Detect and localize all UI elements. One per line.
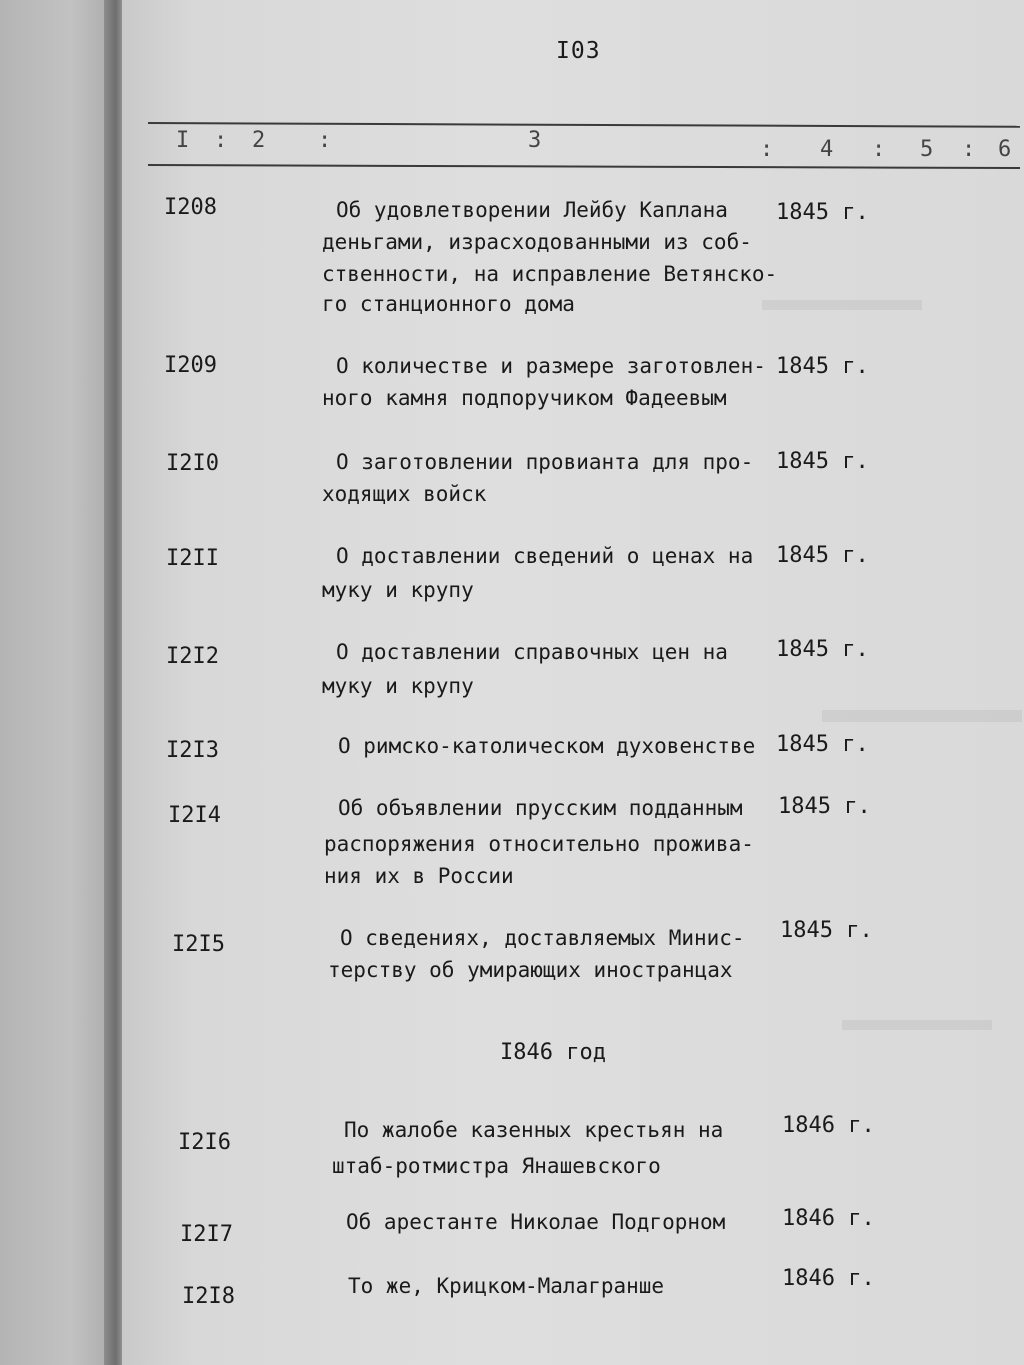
entry-title-line: Об удовлетворении Лейбу Каплана bbox=[336, 198, 728, 222]
column-header-4: 4 bbox=[820, 137, 834, 162]
entry-title-line: муку и крупу bbox=[322, 674, 474, 698]
entry-number: I208 bbox=[164, 195, 217, 220]
column-separator: : bbox=[962, 137, 976, 162]
entry-number: I2I4 bbox=[168, 803, 221, 828]
column-separator: : bbox=[214, 128, 228, 153]
entry-title-line: ственности, на исправление Ветянско- bbox=[322, 262, 778, 286]
entry-year: 1846 г. bbox=[782, 1266, 875, 1291]
entry-title-line: О доставлении справочных цен на bbox=[336, 640, 728, 664]
entry-title-line: То же, Крицком-Малагранше bbox=[348, 1274, 665, 1298]
column-separator: : bbox=[318, 128, 332, 153]
entry-title-line: О сведениях, доставляемых Минис- bbox=[340, 926, 745, 950]
entry-number: I209 bbox=[164, 353, 217, 378]
entry-number: I2II bbox=[166, 546, 219, 571]
entry-title-line: распоряжения относительно прожива- bbox=[324, 832, 754, 856]
entry-year: 1845 г. bbox=[776, 732, 869, 757]
entry-title-line: ния их в России bbox=[324, 864, 514, 888]
entry-year: 1845 г. bbox=[776, 637, 869, 662]
entry-title-line: ного камня подпоручиком Фадеевым bbox=[322, 386, 727, 410]
entry-number: I2I7 bbox=[180, 1222, 233, 1247]
entry-year: 1845 г. bbox=[778, 794, 871, 819]
entry-number: I2I3 bbox=[166, 738, 219, 763]
column-separator: : bbox=[760, 137, 774, 162]
entry-title-line: По жалобе казенных крестьян на bbox=[344, 1118, 724, 1142]
entry-title-line: деньгами, израсходованными из соб- bbox=[322, 230, 752, 254]
entry-title-line: О доставлении сведений о ценах на bbox=[336, 544, 754, 568]
entry-title-line: Об арестанте Николае Подгорном bbox=[346, 1210, 726, 1234]
entry-title-line: О римско-католическом духовенстве bbox=[338, 734, 756, 758]
entry-year: 1845 г. bbox=[776, 354, 869, 379]
bleed-through-line bbox=[762, 300, 922, 310]
column-header-5: 5 bbox=[920, 137, 934, 162]
page-number: I03 bbox=[556, 38, 601, 64]
entry-year: 1845 г. bbox=[776, 200, 869, 225]
column-header-1: I bbox=[176, 128, 190, 153]
entry-year: 1845 г. bbox=[776, 543, 869, 568]
entry-year: 1845 г. bbox=[776, 449, 869, 474]
column-separator: : bbox=[872, 137, 886, 162]
entry-number: I2I5 bbox=[172, 932, 225, 957]
entry-number: I2I0 bbox=[166, 451, 219, 476]
column-header-2: 2 bbox=[252, 128, 266, 153]
bleed-through-line bbox=[842, 1020, 992, 1030]
entry-title-line: штаб-ротмистра Янашевского bbox=[332, 1154, 661, 1178]
bleed-through-line bbox=[822, 710, 1022, 722]
entry-title-line: О заготовлении провианта для про- bbox=[336, 450, 754, 474]
column-header-3: 3 bbox=[528, 128, 542, 153]
entry-number: I2I8 bbox=[182, 1284, 235, 1309]
entry-year: 1846 г. bbox=[782, 1206, 875, 1231]
entry-year: 1845 г. bbox=[780, 918, 873, 943]
entry-title-line: О количестве и размере заготовлен- bbox=[336, 354, 766, 378]
entry-title-line: Об объявлении прусским подданным bbox=[338, 796, 743, 820]
left-page-edge bbox=[0, 0, 118, 1365]
entry-title-line: ходящих войск bbox=[322, 482, 487, 506]
year-section-heading: I846 год bbox=[500, 1040, 606, 1065]
entry-number: I2I6 bbox=[178, 1130, 231, 1155]
entry-title-line: го станционного дома bbox=[322, 292, 575, 316]
entry-number: I2I2 bbox=[166, 644, 219, 669]
entry-title-line: терству об умирающих иностранцах bbox=[328, 958, 733, 982]
entry-year: 1846 г. bbox=[782, 1113, 875, 1138]
entry-title-line: муку и крупу bbox=[322, 578, 474, 602]
column-header-6: 6 bbox=[998, 137, 1012, 162]
